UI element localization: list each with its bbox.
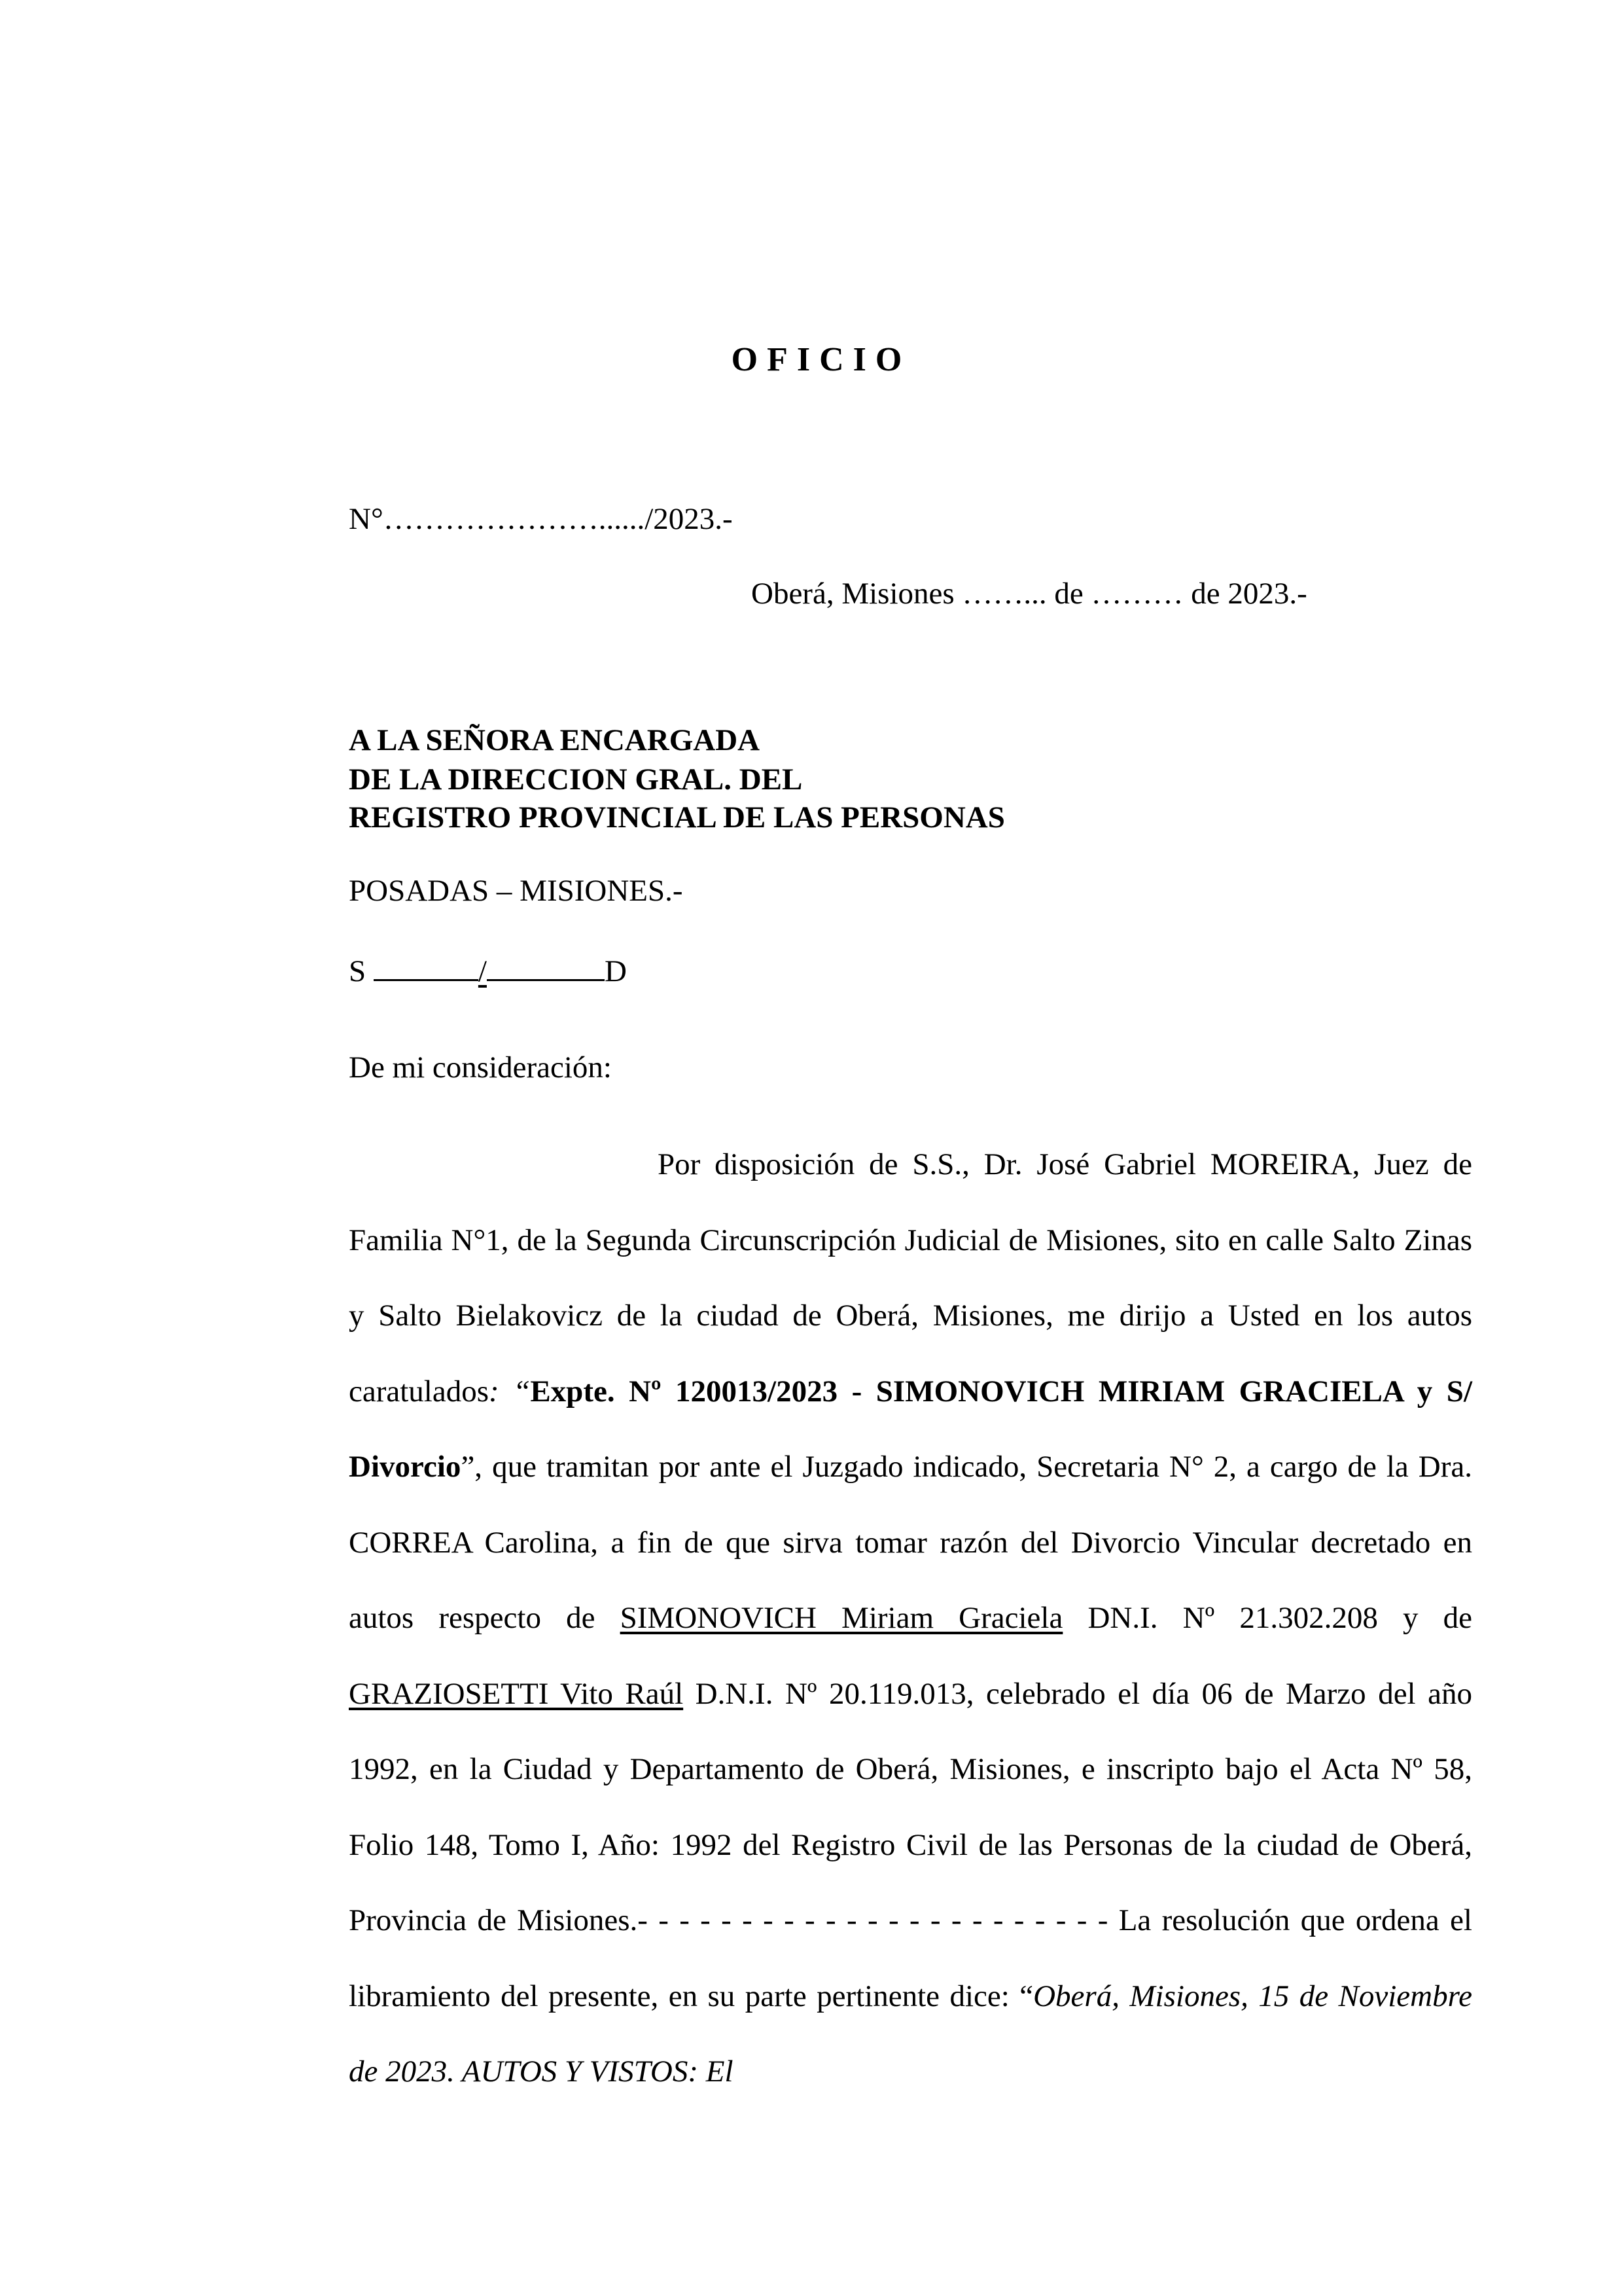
case-title: Expte. Nº 120013/2023 - SIMONOVICH MIRIAM GRACIELA y S/ Divorcio [349, 1374, 1472, 1484]
title-letter: F [767, 341, 788, 378]
sd-line [349, 950, 627, 987]
body-text-1: Por disposición de S.S., Dr. José Gabriel MOREIRA, Juez de Familia N°1, de la Segunda Circunscripción Judicial de Misiones, sito en calle Salto Zinas y Salto Bielakovicz de la ciudad de Oberá, Misiones, me dirijo a Usted en los autos caratulados [349, 1147, 1472, 1408]
person-1-name: SIMONOVICH Miriam Graciela [620, 1601, 1063, 1635]
body-text-3: DN.I. Nº 21.302.208 y de [1063, 1601, 1473, 1635]
body-text-4: D.N.I. Nº 20.119.013, celebrado el día 06 de Marzo del año 1992, en la Ciudad y Departamento de Oberá, Misiones, e inscripto bajo el Acta Nº 58, Folio 148, Tomo I, Año: 1992 del Registro Civil de las Personas de la ciudad de Oberá, Provincia de Misiones.- - - - - - - - - - - - - - - - - - - - - - - La resolución que ordena el libramiento del presente, en su parte pertinente dice: “ [349, 1676, 1472, 2013]
body-open-quote: “ [499, 1374, 531, 1408]
sd-slash: / [478, 954, 487, 988]
sd-blank-2 [487, 950, 605, 981]
addressee-line-1: A LA SEÑORA ENCARGADA [349, 723, 760, 757]
title-letter: I [796, 341, 811, 378]
title-letter: O [731, 341, 758, 378]
greeting: De mi consideración: [349, 1050, 612, 1085]
title-letter: O [875, 341, 902, 378]
document-date: Oberá, Misiones ……... de ……… de 2023.- [751, 577, 1307, 611]
document-title [0, 340, 1624, 379]
sd-blank-1 [374, 950, 478, 981]
addressee-city: POSADAS – MISIONES.- [349, 874, 683, 908]
body-colon: : [489, 1374, 499, 1408]
title-letter: I [853, 341, 866, 378]
resolution-quote: Oberá, Misiones, 15 de Noviembre de 2023. AUTOS Y VISTOS: El [349, 1979, 1472, 2089]
body-text-2: ”, que tramitan por ante el Juzgado indicado, Secretaria N° 2, a cargo de la Dra. CORREA Carolina, a fin de que sirva tomar razón del Divorcio Vincular decretado en autos respecto de [349, 1450, 1472, 1635]
title-letter: C [819, 341, 844, 378]
sd-start: S [349, 954, 374, 988]
person-2-name: GRAZIOSETTI Vito Raúl [349, 1676, 684, 1711]
body-paragraph [349, 1127, 1472, 2110]
document-number: N°…………………....../2023.- [349, 502, 733, 536]
addressee-line-2: DE LA DIRECCION GRAL. DEL [349, 762, 803, 797]
sd-end: D [604, 954, 627, 988]
addressee-line-3: REGISTRO PROVINCIAL DE LAS PERSONAS [349, 800, 1005, 834]
